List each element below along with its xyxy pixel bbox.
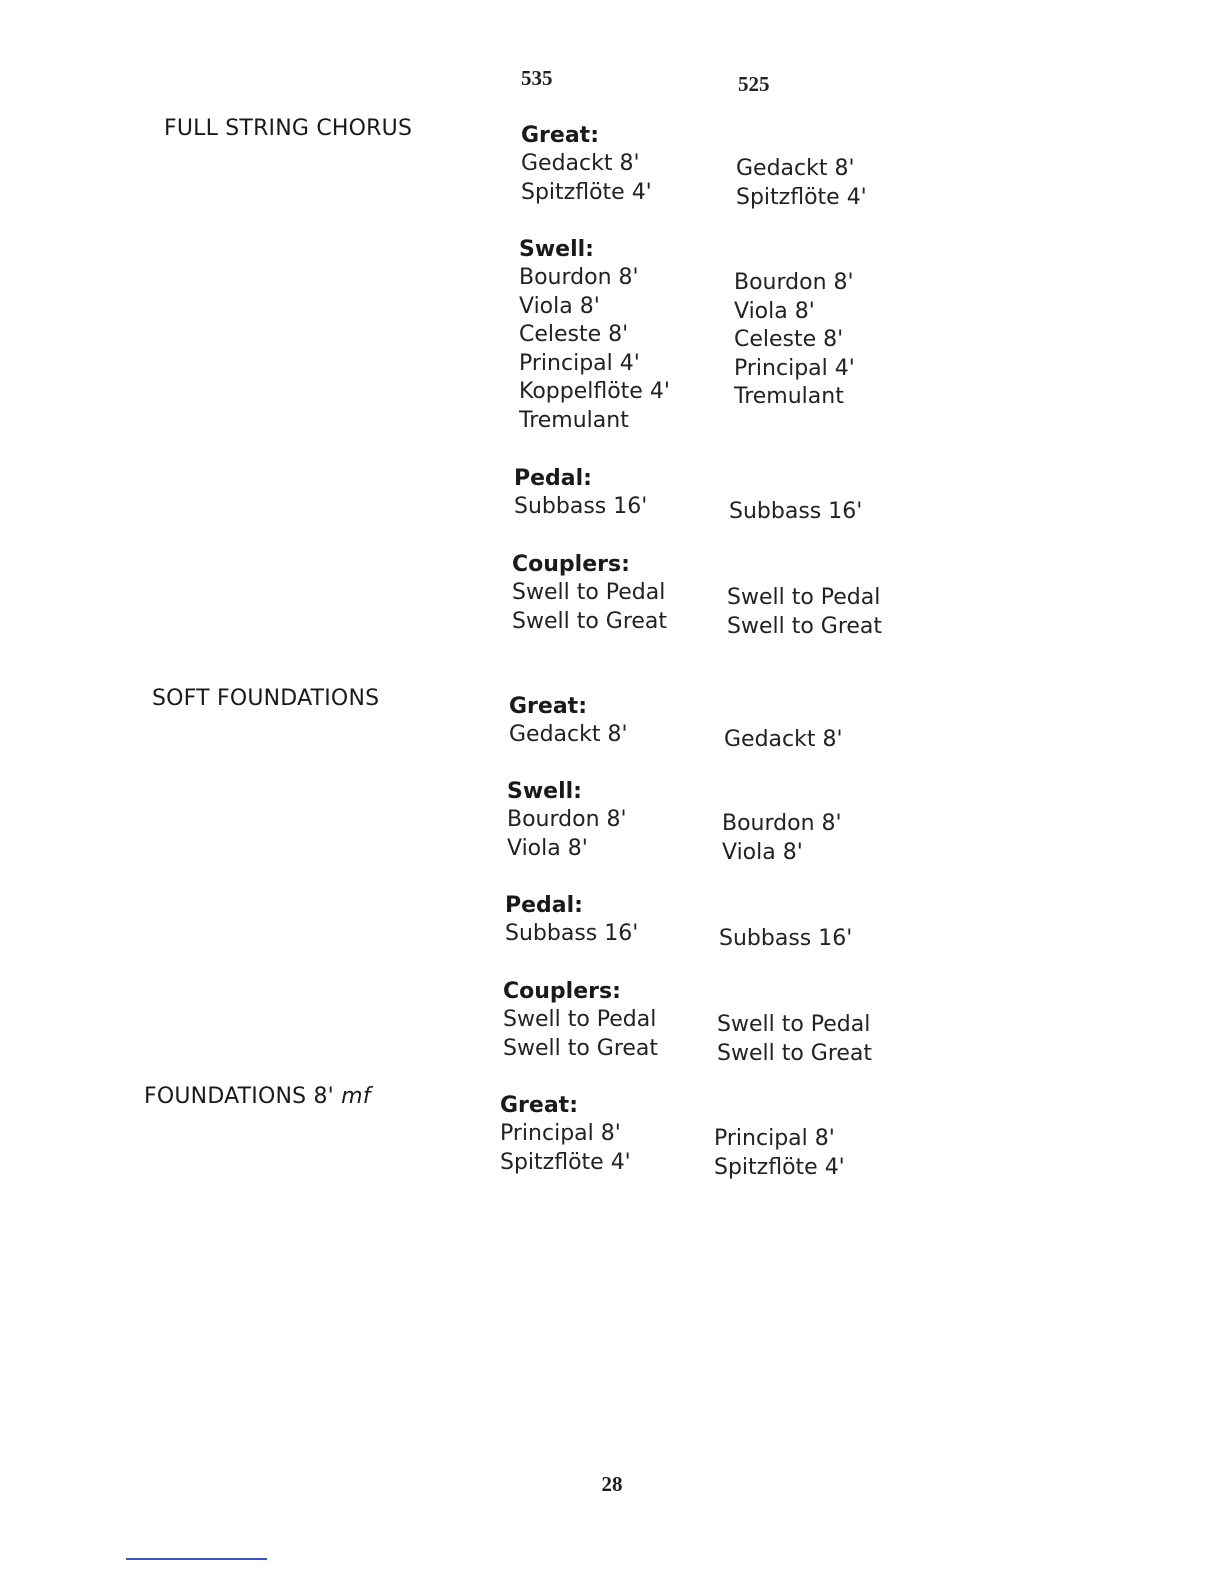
stop: Spitzflöte 4' [736,184,867,210]
stop: Bourdon 8' [734,270,854,295]
stop: Viola 8' [519,293,600,319]
stop: Viola 8' [734,298,815,324]
stop: Spitzflöte 4' [500,1149,631,1175]
page-number: 28 [601,1472,623,1496]
stop: Bourdon 8' [519,265,639,290]
stop-list [717,1011,917,1068]
stop: Swell to Pedal [512,580,666,605]
dynamic-marking: mf [341,1084,371,1109]
stop: Principal 4' [734,355,855,381]
stop: Bourdon 8' [507,807,627,832]
section-title-foundations-8 [144,1084,371,1109]
column-header-535: 535 [521,66,553,90]
stop-list [724,726,924,755]
stop-list [736,155,936,212]
stop-list [507,806,707,863]
stop: Swell to Great [503,1035,659,1061]
stop-list [512,579,712,636]
stop: Subbass 16' [729,499,863,524]
stop-group-535 [509,692,709,750]
stop: Celeste 8' [734,327,844,353]
stop-group-525 [729,498,929,527]
stop-list [729,498,929,527]
group-label: Pedal: [514,466,592,491]
stop-group-525 [722,810,922,867]
stop: Spitzflöte 4' [714,1154,845,1180]
stop-list [519,264,719,436]
group-label: Couplers: [503,979,621,1004]
section-title-full-string-chorus: FULL STRING CHORUS [164,116,413,141]
stop: Swell to Great [717,1040,873,1066]
stop: Subbass 16' [514,494,648,519]
section-title-text: FOUNDATIONS 8' [144,1084,334,1109]
stop: Spitzflöte 4' [521,179,652,205]
stop-group-535 [505,891,705,949]
stop: Principal 4' [519,350,640,376]
stop: Gedackt 8' [724,727,843,752]
stop-list [719,925,919,954]
stop-list [722,810,922,867]
stop-list [521,150,721,207]
stop: Subbass 16' [719,926,853,951]
stop: Swell to Pedal [717,1012,871,1037]
stop: Principal 8' [714,1126,835,1151]
stop-list [727,584,927,641]
stop: Principal 8' [500,1121,621,1146]
group-label: Great: [500,1093,578,1118]
stop-group-525 [724,726,924,755]
group-label: Great: [521,123,599,148]
stop-group-525 [717,1011,917,1068]
stop: Swell to Pedal [503,1007,657,1032]
stop-group-525 [714,1125,914,1182]
footnote-separator [126,1558,267,1560]
stop-group-525 [719,925,919,954]
stop: Tremulant [734,384,844,410]
stop: Swell to Great [512,608,668,634]
stop-list [505,920,705,949]
column-header-525: 525 [738,72,770,96]
group-label: Couplers: [512,552,630,577]
stop-list [509,721,709,750]
stop-group-535 [500,1091,700,1177]
stop-list [734,269,934,412]
stop: Celeste 8' [519,322,629,348]
stop: Gedackt 8' [736,156,855,181]
stop-group-525 [736,155,936,212]
stop: Swell to Pedal [727,585,881,610]
stop-list [500,1120,700,1177]
stop: Koppelflöte 4' [519,379,670,405]
section-title-soft-foundations: SOFT FOUNDATIONS [152,686,380,711]
stop-list [514,493,714,522]
stop: Tremulant [519,407,629,433]
stop: Subbass 16' [505,921,639,946]
stop-group-535 [507,777,707,863]
stop-group-525 [734,269,934,412]
stop-group-535 [514,464,714,522]
stop-group-535 [519,235,719,436]
stop-group-525 [727,584,927,641]
stop: Swell to Great [727,613,883,639]
stop: Viola 8' [722,839,803,865]
group-label: Pedal: [505,893,583,918]
group-label: Swell: [507,779,582,804]
stop-group-535 [512,550,712,636]
group-label: Great: [509,694,587,719]
stop-list [503,1006,703,1063]
stop: Gedackt 8' [509,722,628,747]
stop: Gedackt 8' [521,151,640,176]
stop-list [714,1125,914,1182]
stop-group-535 [521,121,721,207]
stop-group-535 [503,977,703,1063]
stop: Bourdon 8' [722,811,842,836]
stop: Viola 8' [507,835,588,861]
group-label: Swell: [519,237,594,262]
